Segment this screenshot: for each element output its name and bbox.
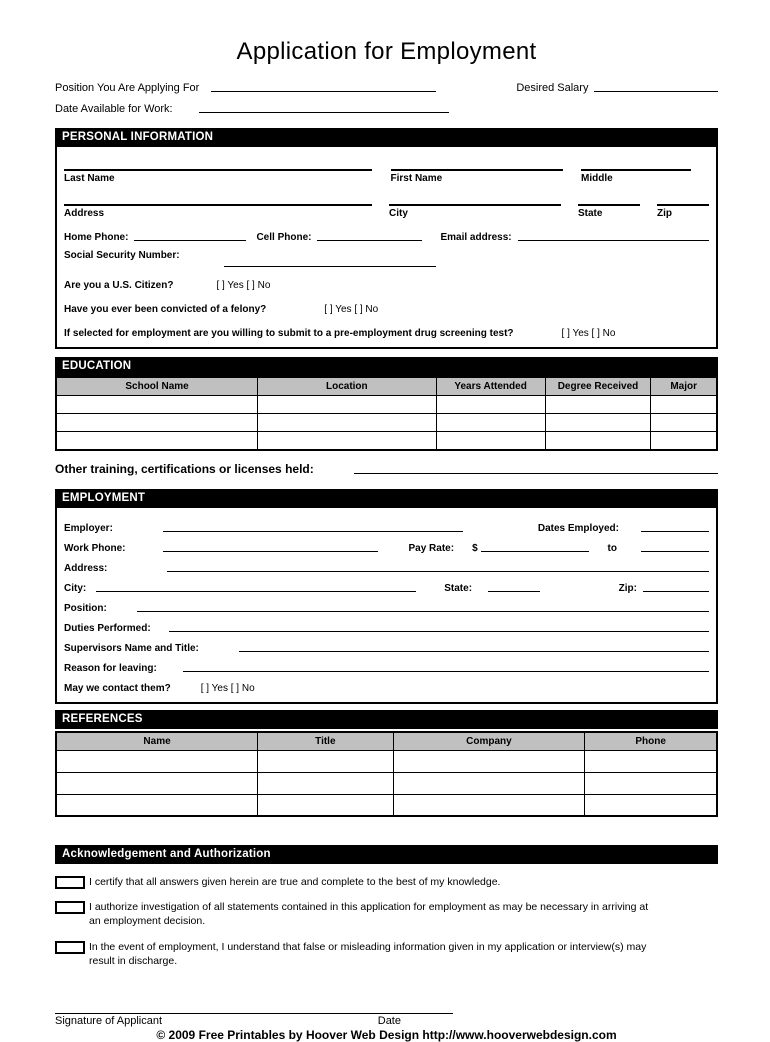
dates-employed-to-input[interactable] xyxy=(641,551,709,552)
desired-salary-input[interactable] xyxy=(594,91,718,92)
reference-cell[interactable] xyxy=(393,772,585,794)
employer-city-label: City: xyxy=(64,582,87,594)
education-cell[interactable] xyxy=(436,414,545,432)
reference-cell[interactable] xyxy=(56,772,258,794)
education-row xyxy=(56,396,717,414)
first-name-field xyxy=(391,159,563,184)
address-field xyxy=(64,194,372,219)
date-label: Date xyxy=(377,1014,401,1027)
city-label: City xyxy=(389,208,408,219)
authorize-text: I authorize investigation of all statements contained in this application for employment as may be necessary in arriving at an employment decision. xyxy=(89,901,649,928)
reference-cell[interactable] xyxy=(56,750,258,772)
other-training-input[interactable] xyxy=(354,473,718,474)
position-row xyxy=(64,594,709,614)
education-cell[interactable] xyxy=(56,414,258,432)
email-input[interactable] xyxy=(518,240,709,241)
last-name-input[interactable] xyxy=(64,159,372,171)
drug-test-question-label: If selected for employment are you willing to submit to a pre-employment drug screening test? xyxy=(64,328,514,339)
signature-label: Signature of Applicant xyxy=(55,1014,163,1027)
education-cell[interactable] xyxy=(545,396,651,414)
employer-state-label: State: xyxy=(444,582,473,594)
education-cell[interactable] xyxy=(436,432,545,450)
date-available-label: Date Available for Work: xyxy=(55,103,173,115)
city-input[interactable] xyxy=(389,194,561,206)
felony-yes-no-checkboxes[interactable]: [ ] Yes [ ] No xyxy=(324,304,379,315)
date-available-input[interactable] xyxy=(199,112,449,113)
reference-row xyxy=(56,794,717,816)
employer-address-input[interactable] xyxy=(167,571,709,572)
citizen-yes-no-checkboxes[interactable]: [ ] Yes [ ] No xyxy=(216,280,271,291)
references-col-company: Company xyxy=(393,732,585,751)
ssn-block xyxy=(64,250,709,267)
zip-field xyxy=(657,194,709,219)
address-input[interactable] xyxy=(64,194,372,206)
education-col-school-name: School Name xyxy=(56,377,258,396)
employer-city-input[interactable] xyxy=(96,591,416,592)
desired-salary-label: Desired Salary xyxy=(516,82,589,94)
ssn-input[interactable] xyxy=(224,265,436,267)
phones-row xyxy=(64,227,709,243)
education-header-row xyxy=(56,377,717,396)
position-held-label: Position: xyxy=(64,602,107,614)
felony-question-row xyxy=(64,299,709,315)
references-header-row xyxy=(56,732,717,751)
may-we-contact-row xyxy=(64,674,709,694)
authorize-item xyxy=(55,900,718,928)
education-col-years-attended: Years Attended xyxy=(436,377,545,396)
education-cell[interactable] xyxy=(258,432,436,450)
reference-row xyxy=(56,750,717,772)
education-cell[interactable] xyxy=(651,396,717,414)
reference-cell[interactable] xyxy=(393,750,585,772)
education-row xyxy=(56,414,717,432)
discharge-item xyxy=(55,940,718,968)
signature-input[interactable] xyxy=(55,1006,453,1014)
position-input[interactable] xyxy=(211,91,436,92)
pay-rate-input[interactable] xyxy=(481,551,589,552)
last-name-field xyxy=(64,159,372,184)
home-phone-input[interactable] xyxy=(134,240,246,241)
employer-address-label: Address: xyxy=(64,562,108,574)
first-name-label: First Name xyxy=(390,173,443,184)
contact-yes-no-checkboxes[interactable]: [ ] Yes [ ] No xyxy=(200,682,255,694)
first-name-input[interactable] xyxy=(391,159,563,171)
education-cell[interactable] xyxy=(545,432,651,450)
middle-name-label: Middle xyxy=(581,173,613,184)
employer-row xyxy=(64,514,709,534)
education-cell[interactable] xyxy=(56,396,258,414)
copyright-text: © 2009 Free Printables by Hoover Web Design http://www.hooverwebdesign.com xyxy=(156,1027,617,1042)
position-salary-row xyxy=(55,82,718,94)
employer-city-row xyxy=(64,574,709,594)
discharge-checkbox[interactable] xyxy=(55,941,85,954)
reference-cell[interactable] xyxy=(258,772,394,794)
zip-label: Zip xyxy=(657,208,672,219)
cell-phone-label: Cell Phone: xyxy=(256,232,312,243)
dates-employed-to-label: to xyxy=(607,542,617,554)
work-phone-input[interactable] xyxy=(163,551,378,552)
may-we-contact-label: May we contact them? xyxy=(64,682,171,694)
references-table xyxy=(55,731,718,818)
authorize-checkbox[interactable] xyxy=(55,901,85,914)
certify-text: I certify that all answers given herein are true and complete to the best of my knowledge. xyxy=(89,876,501,888)
signature-labels-row xyxy=(55,1015,453,1027)
references-col-name: Name xyxy=(56,732,258,751)
felony-question-label: Have you ever been convicted of a felony? xyxy=(64,304,267,315)
education-cell[interactable] xyxy=(258,396,436,414)
work-phone-row xyxy=(64,534,709,554)
position-held-input[interactable] xyxy=(137,611,709,612)
education-cell[interactable] xyxy=(651,432,717,450)
certify-item xyxy=(55,875,718,889)
personal-information-section xyxy=(55,147,718,349)
state-input[interactable] xyxy=(578,194,640,206)
supervisor-input[interactable] xyxy=(239,651,709,652)
education-cell[interactable] xyxy=(651,414,717,432)
page-title: Application for Employment xyxy=(236,38,537,65)
education-cell[interactable] xyxy=(436,396,545,414)
other-training-row xyxy=(55,462,718,476)
reference-cell[interactable] xyxy=(258,750,394,772)
address-fields-row xyxy=(64,194,709,219)
position-label: Position You Are Applying For xyxy=(55,82,200,94)
references-header: REFERENCES xyxy=(55,710,718,729)
supervisor-row xyxy=(64,634,709,654)
state-label: State xyxy=(578,208,603,219)
references-col-title: Title xyxy=(258,732,394,751)
discharge-text: In the event of employment, I understand that false or misleading information given in my application or interview(s) may result in discharge. xyxy=(89,940,647,967)
work-phone-label: Work Phone: xyxy=(64,542,126,554)
reason-leaving-label: Reason for leaving: xyxy=(64,662,157,674)
education-cell[interactable] xyxy=(258,414,436,432)
zip-input[interactable] xyxy=(657,194,709,206)
employer-state-input[interactable] xyxy=(488,591,540,592)
certify-checkbox[interactable] xyxy=(55,876,85,889)
education-cell[interactable] xyxy=(56,432,258,450)
reason-leaving-input[interactable] xyxy=(183,671,709,672)
education-col-degree-received: Degree Received xyxy=(545,377,651,396)
middle-name-input[interactable] xyxy=(581,159,691,171)
employer-address-row xyxy=(64,554,709,574)
email-label: Email address: xyxy=(440,232,512,243)
education-col-location: Location xyxy=(258,377,436,396)
duties-label: Duties Performed: xyxy=(64,622,151,634)
citizen-question-label: Are you a U.S. Citizen? xyxy=(64,280,174,291)
education-cell[interactable] xyxy=(545,414,651,432)
references-col-phone: Phone xyxy=(585,732,717,751)
employer-input[interactable] xyxy=(163,531,463,532)
education-row xyxy=(56,432,717,450)
education-table xyxy=(55,376,718,451)
name-fields-row xyxy=(64,159,709,184)
reference-cell[interactable] xyxy=(258,794,394,816)
pay-rate-label: Pay Rate: xyxy=(408,542,455,554)
dollar-sign-label: $ xyxy=(472,542,478,554)
dates-employed-from-input[interactable] xyxy=(641,531,709,532)
ssn-label: Social Security Number: xyxy=(64,250,180,261)
address-label: Address xyxy=(64,208,105,219)
duties-input[interactable] xyxy=(169,631,709,632)
reference-cell[interactable] xyxy=(585,750,717,772)
cell-phone-input[interactable] xyxy=(317,240,422,241)
reference-cell[interactable] xyxy=(56,794,258,816)
reference-cell[interactable] xyxy=(585,794,717,816)
reference-cell[interactable] xyxy=(585,772,717,794)
drug-test-yes-no-checkboxes[interactable]: [ ] Yes [ ] No xyxy=(561,328,616,339)
employer-zip-input[interactable] xyxy=(643,591,709,592)
education-col-major: Major xyxy=(651,377,717,396)
acknowledgement-header: Acknowledgement and Authorization xyxy=(55,845,718,864)
state-field xyxy=(578,194,640,219)
education-header: EDUCATION xyxy=(55,357,718,376)
date-available-row xyxy=(55,103,718,115)
supervisor-label: Supervisors Name and Title: xyxy=(64,642,199,654)
reference-cell[interactable] xyxy=(393,794,585,816)
citizen-question-row xyxy=(64,275,709,291)
reason-leaving-row xyxy=(64,654,709,674)
last-name-label: Last Name xyxy=(64,173,115,184)
personal-information-header: PERSONAL INFORMATION xyxy=(55,128,718,147)
duties-row xyxy=(64,614,709,634)
dates-employed-label: Dates Employed: xyxy=(537,522,619,534)
other-training-label: Other training, certifications or licenses held: xyxy=(55,461,314,476)
employer-label: Employer: xyxy=(64,522,113,534)
employment-section xyxy=(55,508,718,704)
middle-name-field xyxy=(581,159,691,184)
home-phone-label: Home Phone: xyxy=(64,232,129,243)
employment-header: EMPLOYMENT xyxy=(55,489,718,508)
city-field xyxy=(389,194,561,219)
drug-test-question-row xyxy=(64,323,709,339)
employer-zip-label: Zip: xyxy=(618,582,637,594)
reference-row xyxy=(56,772,717,794)
